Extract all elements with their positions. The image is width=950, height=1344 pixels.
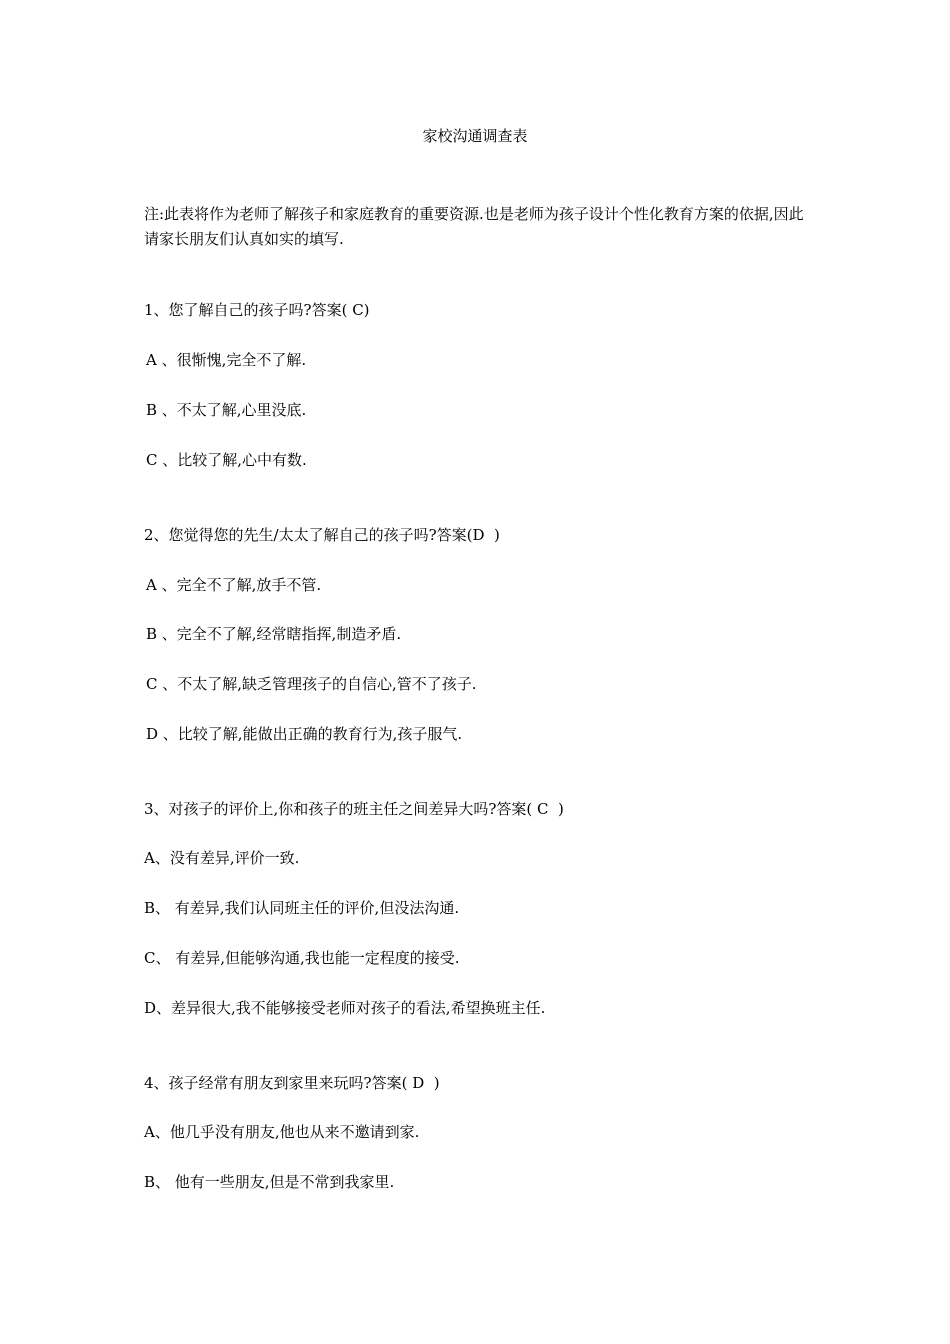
question-3-option-d: D、差异很大,我不能够接受老师对孩子的看法,希望换班主任. [144, 999, 546, 1017]
question-3: 3、对孩子的评价上,你和孩子的班主任之间差异大吗?答案( C ) [144, 800, 564, 818]
question-3-option-a: A、没有差异,评价一致. [144, 849, 300, 867]
question-1-option-b: B 、不太了解,心里没底. [146, 401, 307, 419]
question-4-option-a: A、他几乎没有朋友,他也从来不邀请到家. [144, 1123, 420, 1141]
question-2-option-c: C 、不太了解,缺乏管理孩子的自信心,管不了孩子. [146, 675, 477, 693]
question-1-option-c: C 、比较了解,心中有数. [146, 451, 307, 469]
question-3-option-b: B、 有差异,我们认同班主任的评价,但没法沟通. [144, 899, 460, 917]
question-2-option-a: A 、完全不了解,放手不管. [146, 576, 322, 594]
document-note: 注:此表将作为老师了解孩子和家庭教育的重要资源.也是老师为孩子设计个性化教育方案的依据,因此请家长朋友们认真如实的填写. [144, 205, 804, 248]
question-2: 2、您觉得您的先生/太太了解自己的孩子吗?答案(D ) [144, 526, 500, 544]
question-1: 1、您了解自己的孩子吗?答案( C) [144, 301, 370, 319]
question-1-option-a: A 、很惭愧,完全不了解. [146, 351, 307, 369]
document-title: 家校沟通调查表 [422, 127, 528, 145]
question-2-option-b: B 、完全不了解,经常瞎指挥,制造矛盾. [146, 625, 402, 643]
question-4: 4、孩子经常有朋友到家里来玩吗?答案( D ) [144, 1074, 440, 1092]
question-4-option-b: B、 他有一些朋友,但是不常到我家里. [144, 1173, 395, 1191]
question-3-option-c: C、 有差异,但能够沟通,我也能一定程度的接受. [144, 949, 460, 967]
question-2-option-d: D 、比较了解,能做出正确的教育行为,孩子服气. [146, 725, 463, 743]
